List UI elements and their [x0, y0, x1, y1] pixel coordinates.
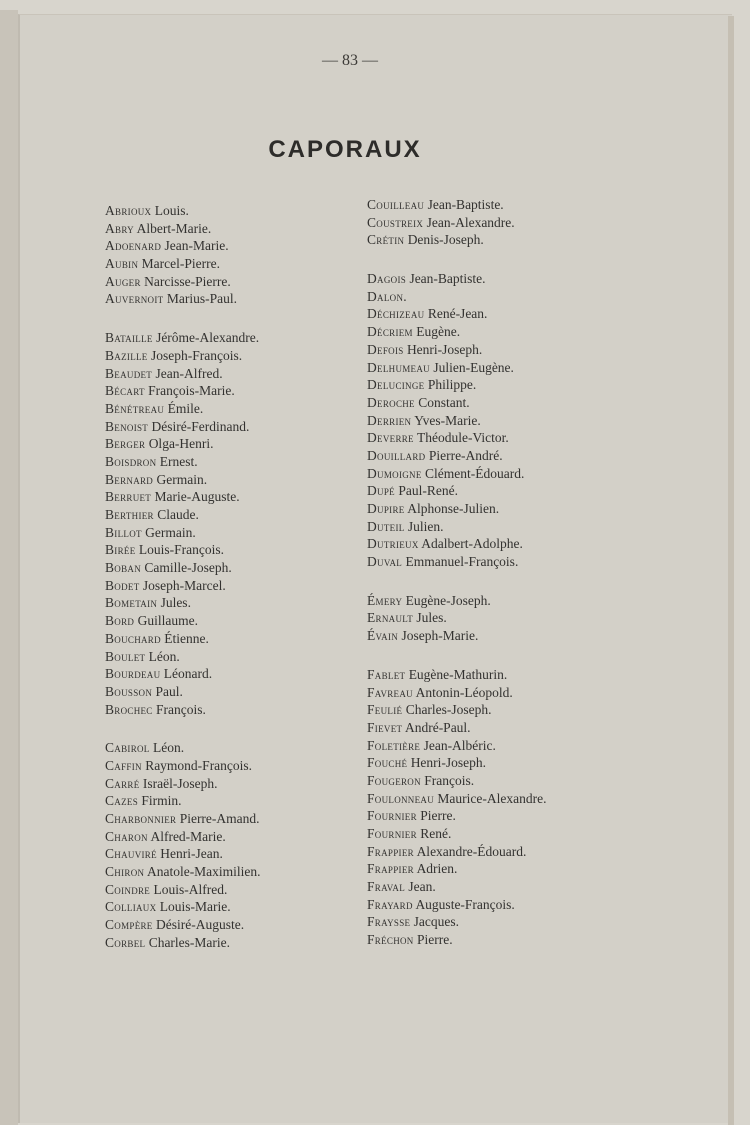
- name-entry: [105, 881, 355, 899]
- name-entry: [367, 447, 627, 465]
- name-entry: [105, 810, 355, 828]
- surname: Bazille: [105, 347, 148, 363]
- name-entry: [105, 845, 355, 863]
- surname: Delucinge: [367, 377, 425, 393]
- given-names: Paul-René.: [398, 483, 458, 499]
- name-entry: [367, 754, 627, 772]
- surname: Colliaux: [105, 899, 157, 915]
- name-entry: [367, 376, 627, 394]
- surname: Évain: [367, 628, 399, 644]
- given-names: Adrien.: [416, 861, 458, 877]
- name-entry: [367, 359, 627, 377]
- given-names: Désiré-Ferdinand.: [151, 418, 250, 434]
- given-names: René-Jean.: [427, 306, 488, 322]
- surname: Abry: [105, 220, 134, 236]
- given-names: Joseph-François.: [150, 347, 243, 363]
- name-entry: [367, 609, 627, 627]
- surname: Crétin: [367, 232, 405, 248]
- given-names: Alphonse-Julien.: [407, 501, 500, 516]
- name-entry: [367, 196, 627, 214]
- given-names: Antonin-Léopold.: [415, 684, 513, 700]
- surname: Charbonnier: [105, 811, 177, 826]
- given-names: Germain.: [156, 471, 208, 487]
- given-names: Pierre.: [420, 808, 456, 824]
- name-entry: [105, 220, 355, 238]
- name-entry: [367, 772, 627, 790]
- page-edge: [728, 16, 734, 1125]
- given-names: Denis-Joseph.: [407, 232, 484, 248]
- given-names: Jean-Marie.: [164, 238, 229, 254]
- surname: Auvernoit: [105, 291, 164, 307]
- name-entry: [367, 860, 627, 878]
- name-entry: [105, 255, 355, 273]
- given-names: Emmanuel-François.: [405, 554, 519, 570]
- given-names: Clément-Édouard.: [425, 465, 525, 481]
- given-names: Théodule-Victor.: [417, 430, 509, 446]
- name-entry: [367, 790, 627, 808]
- name-entry: [105, 665, 355, 683]
- name-entry: [105, 400, 355, 418]
- name-entry: [367, 214, 627, 232]
- name-entry: [105, 898, 355, 916]
- surname: Carré: [105, 775, 140, 791]
- given-names: Léonard.: [163, 666, 213, 682]
- given-names: Eugène-Mathurin.: [408, 666, 508, 682]
- surname: Cabirol: [105, 740, 150, 756]
- name-entry: [367, 288, 627, 306]
- given-names: Louis-Alfred.: [153, 881, 228, 897]
- given-names: Julien-Eugène.: [433, 359, 514, 375]
- name-entry: [367, 270, 627, 288]
- given-names: Jules.: [416, 610, 447, 626]
- surname: Derrien: [367, 412, 412, 428]
- surname: Cazes: [105, 793, 139, 809]
- name-entry: [105, 863, 355, 881]
- given-names: André-Paul.: [404, 719, 471, 735]
- given-names: Paul.: [155, 683, 183, 699]
- name-entry: [105, 828, 355, 846]
- given-names: Pierre-André.: [428, 447, 503, 463]
- surname: Chiron: [105, 864, 145, 880]
- given-names: Philippe.: [427, 377, 477, 393]
- given-names: Adalbert-Adolphe.: [421, 536, 523, 552]
- surname: Frappier: [367, 861, 414, 877]
- surname: Bourdeau: [105, 666, 161, 682]
- surname: Berger: [105, 436, 146, 452]
- surname: Émery: [367, 592, 403, 608]
- given-names: Alfred-Marie.: [150, 828, 226, 844]
- right-name-list: [367, 196, 627, 949]
- surname: Duval: [367, 554, 403, 570]
- name-entry: [105, 577, 355, 595]
- name-entry: [367, 500, 627, 518]
- name-entry: [367, 896, 627, 914]
- name-entry: [105, 701, 355, 719]
- surname: Décriem: [367, 324, 413, 340]
- given-names: Louis-François.: [138, 542, 224, 558]
- surname: Deverre: [367, 430, 414, 446]
- name-entry: [105, 435, 355, 453]
- name-entry: [367, 412, 627, 430]
- given-names: Marcel-Pierre.: [141, 256, 220, 272]
- name-entry: [105, 347, 355, 365]
- name-entry: [367, 684, 627, 702]
- given-names: Étienne.: [164, 630, 209, 646]
- name-entry: [105, 630, 355, 648]
- given-names: Alexandre-Édouard.: [416, 843, 527, 859]
- name-entry: [105, 541, 355, 559]
- given-names: Narcisse-Pierre.: [144, 273, 231, 289]
- given-names: Charles-Joseph.: [405, 702, 492, 718]
- surname: Bernard: [105, 471, 154, 487]
- surname: Déchizeau: [367, 306, 425, 322]
- name-entry: [367, 394, 627, 412]
- name-entry: [367, 666, 627, 684]
- name-entry: [105, 202, 355, 220]
- name-entry: [105, 365, 355, 383]
- given-names: Jacques.: [413, 914, 460, 930]
- given-names: Jean-Baptiste.: [409, 271, 486, 287]
- surname: Foletière: [367, 737, 421, 753]
- name-entry: [367, 323, 627, 341]
- given-names: Léon.: [148, 648, 180, 664]
- name-entry: [105, 382, 355, 400]
- given-names: Henri-Joseph.: [406, 341, 483, 357]
- given-names: Louis.: [154, 203, 189, 218]
- given-names: Léon.: [152, 740, 185, 756]
- name-entry: [367, 592, 627, 610]
- given-names: Constant.: [418, 394, 470, 410]
- surname: Duteil: [367, 518, 405, 534]
- name-entry: [367, 465, 627, 483]
- surname: Corbel: [105, 934, 146, 950]
- given-names: Ernest.: [159, 453, 198, 469]
- given-names: Anatole-Maximilien.: [146, 864, 261, 880]
- given-names: François.: [156, 701, 206, 717]
- name-entry: [367, 913, 627, 931]
- surname: Dupé: [367, 483, 395, 499]
- name-entry: [105, 506, 355, 524]
- name-entry: [105, 757, 355, 775]
- name-entry: [105, 775, 355, 793]
- given-names: Claude.: [157, 507, 199, 522]
- surname: Dalon.: [367, 288, 407, 304]
- given-names: Olga-Henri.: [148, 436, 214, 452]
- name-entry: [367, 518, 627, 536]
- surname: Aubin: [105, 256, 139, 272]
- given-names: Pierre-Amand.: [179, 811, 260, 826]
- name-entry: [105, 559, 355, 577]
- given-names: Julien.: [407, 518, 444, 534]
- surname: Deroche: [367, 394, 415, 410]
- surname: Bord: [105, 613, 135, 629]
- surname: Auger: [105, 273, 141, 289]
- book-spine: [0, 10, 18, 1125]
- surname: Defois: [367, 341, 404, 357]
- surname: Delhumeau: [367, 359, 430, 375]
- surname: Abrioux: [105, 203, 152, 218]
- given-names: Israël-Joseph.: [142, 775, 218, 791]
- surname: Boulet: [105, 648, 146, 664]
- surname: Fievet: [367, 719, 403, 735]
- surname: Fournier: [367, 826, 417, 841]
- surname: Compère: [105, 917, 153, 933]
- given-names: Jean-Alfred.: [155, 365, 223, 381]
- surname: Frayard: [367, 896, 413, 912]
- surname: Dupire: [367, 501, 405, 516]
- given-names: Eugène-Joseph.: [405, 592, 491, 608]
- surname: Foulonneau: [367, 790, 434, 806]
- name-entry: [105, 648, 355, 666]
- given-names: Camille-Joseph.: [144, 560, 232, 576]
- given-names: Guillaume.: [137, 613, 198, 629]
- surname: Bodet: [105, 577, 140, 593]
- given-names: Charles-Marie.: [148, 934, 231, 950]
- given-names: Albert-Marie.: [136, 220, 212, 236]
- given-names: Jean.: [408, 879, 436, 895]
- surname: Bénétreau: [105, 400, 165, 416]
- surname: Dumoigne: [367, 465, 422, 481]
- name-entry: [367, 807, 627, 825]
- surname: Adoenard: [105, 238, 162, 254]
- given-names: François-Marie.: [148, 383, 235, 399]
- surname: Fouché: [367, 755, 408, 771]
- surname: Bécart: [105, 383, 145, 399]
- given-names: Joseph-Marcel.: [142, 577, 226, 593]
- name-entry: [105, 934, 355, 952]
- surname: Fraysse: [367, 914, 411, 930]
- name-entry: [367, 482, 627, 500]
- surname: Chauviré: [105, 846, 157, 862]
- name-entry: [367, 627, 627, 645]
- given-names: François.: [424, 772, 475, 788]
- name-entry: [105, 683, 355, 701]
- given-names: Yves-Marie.: [414, 412, 481, 428]
- surname: Bataille: [105, 330, 153, 346]
- surname: Fréchon: [367, 932, 414, 948]
- name-entry: [105, 916, 355, 934]
- name-entry: [105, 418, 355, 436]
- given-names: Marius-Paul.: [166, 291, 237, 307]
- given-names: Désiré-Auguste.: [156, 917, 245, 933]
- name-entry: [105, 329, 355, 347]
- given-names: René.: [420, 826, 452, 841]
- name-entry: [367, 535, 627, 553]
- page-heading: CAPORAUX: [268, 136, 422, 163]
- given-names: Louis-Marie.: [159, 899, 231, 915]
- surname: Douillard: [367, 447, 426, 463]
- given-names: Maurice-Alexandre.: [437, 790, 547, 806]
- name-entry: [105, 594, 355, 612]
- name-entry: [367, 429, 627, 447]
- name-entry: [105, 290, 355, 308]
- name-entry: [367, 737, 627, 755]
- given-names: Jean-Baptiste.: [427, 197, 504, 212]
- name-entry: [367, 701, 627, 719]
- name-entry: [105, 524, 355, 542]
- given-names: Joseph-Marie.: [401, 628, 479, 644]
- given-names: Pierre.: [417, 932, 453, 948]
- name-entry: [105, 237, 355, 255]
- given-names: Eugène.: [416, 324, 461, 340]
- surname: Berruet: [105, 489, 152, 505]
- given-names: Jules.: [160, 595, 191, 611]
- surname: Brochec: [105, 701, 153, 717]
- name-entry: [105, 739, 355, 757]
- surname: Ernault: [367, 610, 414, 626]
- name-entry: [105, 488, 355, 506]
- surname: Dagois: [367, 271, 407, 287]
- surname: Fougeron: [367, 772, 421, 788]
- given-names: Germain.: [145, 524, 196, 540]
- name-entry: [367, 231, 627, 249]
- surname: Berthier: [105, 507, 154, 522]
- surname: Beaudet: [105, 365, 153, 381]
- given-names: Henri-Jean.: [160, 846, 223, 862]
- surname: Coindre: [105, 881, 151, 897]
- surname: Fablet: [367, 666, 406, 682]
- surname: Birée: [105, 542, 136, 558]
- surname: Dutrieux: [367, 536, 419, 552]
- name-entry: [367, 843, 627, 861]
- name-entry: [367, 341, 627, 359]
- given-names: Jérôme-Alexandre.: [156, 330, 260, 346]
- left-name-list: [105, 202, 355, 952]
- page-number: — 83 —: [322, 52, 378, 69]
- surname: Boisdron: [105, 453, 157, 469]
- given-names: Auguste-François.: [415, 896, 515, 912]
- name-entry: [367, 931, 627, 949]
- surname: Fraval: [367, 879, 405, 895]
- surname: Charon: [105, 828, 148, 844]
- name-entry: [105, 273, 355, 291]
- name-entry: [367, 878, 627, 896]
- surname: Boban: [105, 560, 142, 576]
- given-names: Jean-Albéric.: [423, 737, 496, 753]
- surname: Benoist: [105, 418, 149, 434]
- surname: Bouchard: [105, 630, 161, 646]
- surname: Frappier: [367, 843, 414, 859]
- given-names: Henri-Joseph.: [410, 755, 487, 771]
- given-names: Jean-Alexandre.: [426, 214, 515, 230]
- surname: Billot: [105, 524, 142, 540]
- given-names: Firmin.: [141, 793, 182, 809]
- name-entry: [105, 471, 355, 489]
- name-entry: [367, 553, 627, 571]
- name-entry: [105, 453, 355, 471]
- surname: Fournier: [367, 808, 417, 824]
- surname: Feulié: [367, 702, 403, 718]
- surname: Bousson: [105, 683, 153, 699]
- given-names: Raymond-François.: [145, 757, 253, 773]
- name-entry: [367, 305, 627, 323]
- given-names: Émile.: [167, 400, 204, 416]
- surname: Favreau: [367, 684, 413, 700]
- surname: Caffin: [105, 757, 142, 773]
- name-entry: [105, 612, 355, 630]
- surname: Coustreix: [367, 214, 424, 230]
- given-names: Marie-Auguste.: [154, 489, 240, 505]
- surname: Couilleau: [367, 197, 425, 212]
- surname: Bometain: [105, 595, 158, 611]
- name-entry: [367, 825, 627, 843]
- name-entry: [105, 792, 355, 810]
- name-entry: [367, 719, 627, 737]
